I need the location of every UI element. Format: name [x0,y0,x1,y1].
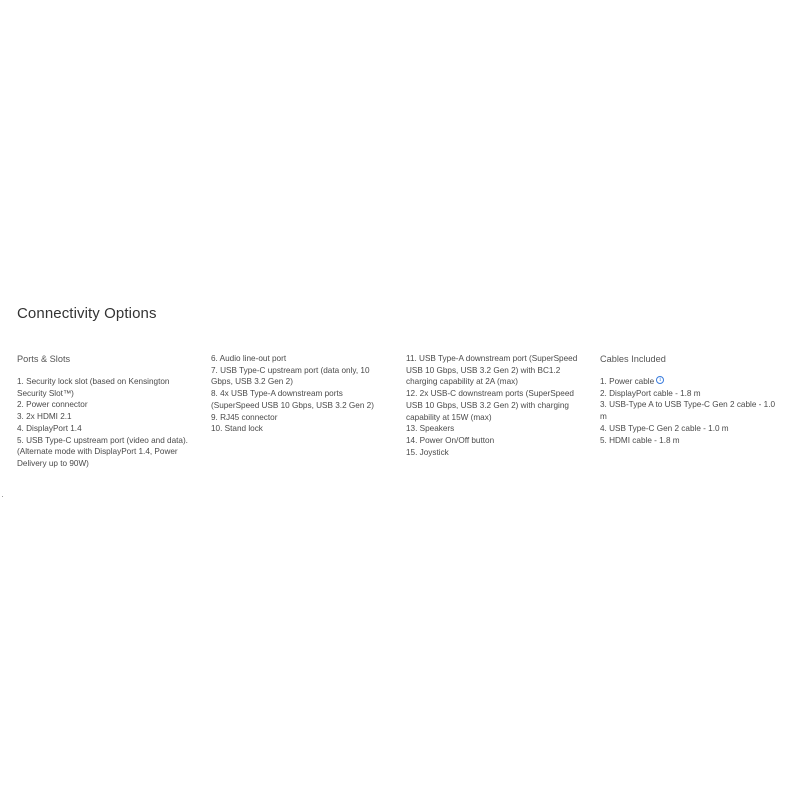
port-item: 15. Joystick [406,447,449,457]
cable-item-label: 1. Power cable [600,377,655,386]
ports-list-2 [211,353,381,435]
port-item: 4. DisplayPort 1.4 [17,423,82,433]
port-item: 6. Audio line-out port [211,354,287,363]
divider-dot [2,496,3,497]
ports-slots-column-3 [406,353,586,458]
port-item: 8. 4x USB Type-A downstream ports (SuperSpeed USB 10 Gbps, USB 3.2 Gen 2) [211,389,374,410]
port-item: 7. USB Type-C upstream port (data only, 10 Gbps, USB 3.2 Gen 2) [211,365,370,387]
cables-column [600,353,780,446]
cable-item: 4. USB Type-C Gen 2 cable - 1.0 m [600,423,729,433]
port-item: 12. 2x USB-C downstream ports (SuperSpeed USB 10 Gbps, USB 3.2 Gen 2) with charging capability at 15W (max) [406,389,574,422]
port-item: 2. Power connector [17,400,88,410]
port-item: 13. Speakers [406,424,455,434]
cable-item: 2. DisplayPort cable - 1.8 m [600,388,701,398]
ports-slots-column-2 [211,353,381,435]
port-item: 11. USB Type-A downstream port (SuperSpeed USB 10 Gbps, USB 3.2 Gen 2) with BC1.2 charging capability at 2A (max) [406,354,578,387]
port-item: 10. Stand lock [211,424,263,434]
port-item: 9. RJ45 connector [211,412,278,422]
cable-item: 3. USB-Type A to USB Type-C Gen 2 cable - 1.0 m [600,400,776,422]
port-item: 3. 2x HDMI 2.1 [17,412,72,422]
port-item: 14. Power On/Off button [406,435,495,445]
cables-heading: Cables Included [600,354,666,364]
ports-list-3 [406,353,586,458]
cable-item: 5. HDMI cable - 1.8 m [600,435,680,445]
port-item: 5. USB Type-C upstream port (video and data). (Alternate mode with DisplayPort 1.4, Power Delivery up to 90W) [17,435,188,468]
ports-list-1 [17,376,197,470]
info-icon[interactable]: i [656,376,664,384]
ports-slots-column-1 [17,353,197,470]
cable-item [600,376,780,388]
port-item: 1. Security lock slot (based on Kensington Security Slot™) [17,377,170,398]
cables-list [600,376,780,446]
section-title: Connectivity Options [17,305,157,322]
ports-slots-heading: Ports & Slots [17,354,71,364]
